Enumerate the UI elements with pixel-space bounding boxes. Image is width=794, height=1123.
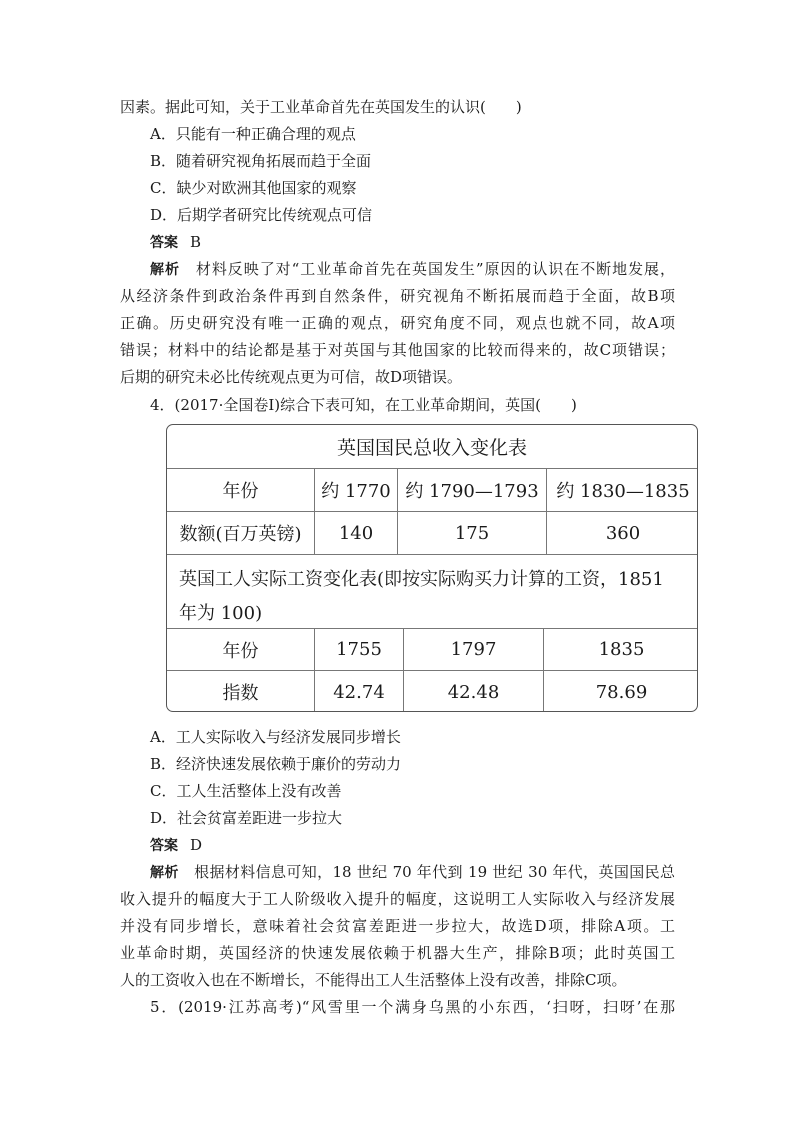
q3-answer <box>150 232 201 253</box>
q3-analysis-line-4: 错误；材料中的结论都是基于对英国与其他国家的比较而得来的，故C项错误； <box>120 341 675 359</box>
q3-analysis-line-1: 解析 材料反映了对“工业革命首先在英国发生”原因的认识在不断地发展， <box>150 260 675 278</box>
q3-option-a: A．只能有一种正确合理的观点 <box>150 125 356 143</box>
q4-option-d: D．社会贫富差距进一步拉大 <box>150 809 343 827</box>
q4-analysis-line-5: 人的工资收入也在不断增长，不能得出工人生活整体上没有改善，排除C项。 <box>120 971 627 989</box>
analysis-label: 解析 <box>150 865 179 881</box>
q4-analysis-line-1: 解析 根据材料信息可知，18 世纪 70 年代到 19 世纪 30 年代，英国国民总 <box>150 863 675 881</box>
q4-option-c: C．工人生活整体上没有改善 <box>150 782 342 800</box>
table1-year-1: 约 1770 <box>315 469 398 511</box>
table1-value-3: 360 <box>605 522 641 544</box>
answer-value: D <box>190 836 203 854</box>
q3-option-b: B．随着研究视角拓展而趋于全面 <box>150 152 372 170</box>
q4-stem: 4．(2017·全国卷Ⅰ)综合下表可知，在工业革命期间，英国( ) <box>150 396 577 414</box>
table1-value-row <box>167 512 697 555</box>
table1-year-row <box>167 469 697 512</box>
table2-caption: 英国工人实际工资变化表(即按实际购买力计算的工资，1851 年为 100) <box>179 569 664 624</box>
q4-option-b: B．经济快速发展依赖于廉价的劳动力 <box>150 755 402 773</box>
answer-value: B <box>190 233 202 251</box>
table2-caption-row <box>167 555 697 629</box>
table2-year-2: 1797 <box>404 629 544 670</box>
table1-year-label: 年份 <box>167 469 315 511</box>
table1-caption: 英国国民总收入变化表 <box>336 437 527 459</box>
q3-option-d: D．后期学者研究比传统观点可信 <box>150 206 373 224</box>
table1-value-label: 数额(百万英镑) <box>167 512 315 554</box>
income-wage-table <box>166 424 698 712</box>
table1-value-1: 140 <box>315 512 398 554</box>
q4-analysis-line-4: 业革命时期，英国经济的快速发展依赖于机器大生产，排除B项；此时英国工 <box>120 944 675 962</box>
answer-label: 答案 <box>150 235 178 251</box>
table2-value-row <box>167 671 697 712</box>
q3-analysis-line-2: 从经济条件到政治条件再到自然条件，研究视角不断拓展而趋于全面，故B项 <box>120 287 675 305</box>
table2-value-label: 指数 <box>167 671 315 712</box>
q4-analysis-line-2: 收入提升的幅度大于工人阶级收入提升的幅度，这说明工人实际收入与经济发展 <box>120 890 675 908</box>
q3-analysis-line-5: 后期的研究未必比传统观点更为可信，故D项错误。 <box>120 368 463 386</box>
q3-analysis-line-3: 正确。历史研究没有唯一正确的观点，研究角度不同，观点也就不同，故A项 <box>120 314 675 332</box>
table2-year-label: 年份 <box>167 629 315 670</box>
table2-year-3: 1835 <box>598 639 645 660</box>
table1-year-3: 约 1830—1835 <box>556 481 690 502</box>
q5-stem: 5．(2019·江苏高考)“风雪里一个满身乌黑的小东西，‘扫呀，扫呀’在那 <box>150 998 675 1016</box>
table1-year-2: 约 1790—1793 <box>398 469 547 511</box>
table2-year-1: 1755 <box>315 629 404 670</box>
q3-option-c: C．缺少对欧洲其他国家的观察 <box>150 179 357 197</box>
answer-label: 答案 <box>150 838 178 854</box>
q4-analysis-line-3: 并没有同步增长，意味着社会贫富差距进一步拉大，故选D项，排除A项。工 <box>120 917 675 935</box>
table1-value-2: 175 <box>398 512 547 554</box>
table2-value-2: 42.48 <box>404 671 544 712</box>
q4-answer <box>150 835 202 856</box>
table2-value-1: 42.74 <box>315 671 404 712</box>
table2-year-row <box>167 629 697 671</box>
q3-stem-tail: 因素。据此可知，关于工业革命首先在英国发生的认识( ) <box>120 98 522 116</box>
q4-option-a: A．工人实际收入与经济发展同步增长 <box>150 728 401 746</box>
table1-caption-row <box>167 425 697 469</box>
analysis-label: 解析 <box>150 262 180 278</box>
table2-value-3: 78.69 <box>595 681 648 703</box>
